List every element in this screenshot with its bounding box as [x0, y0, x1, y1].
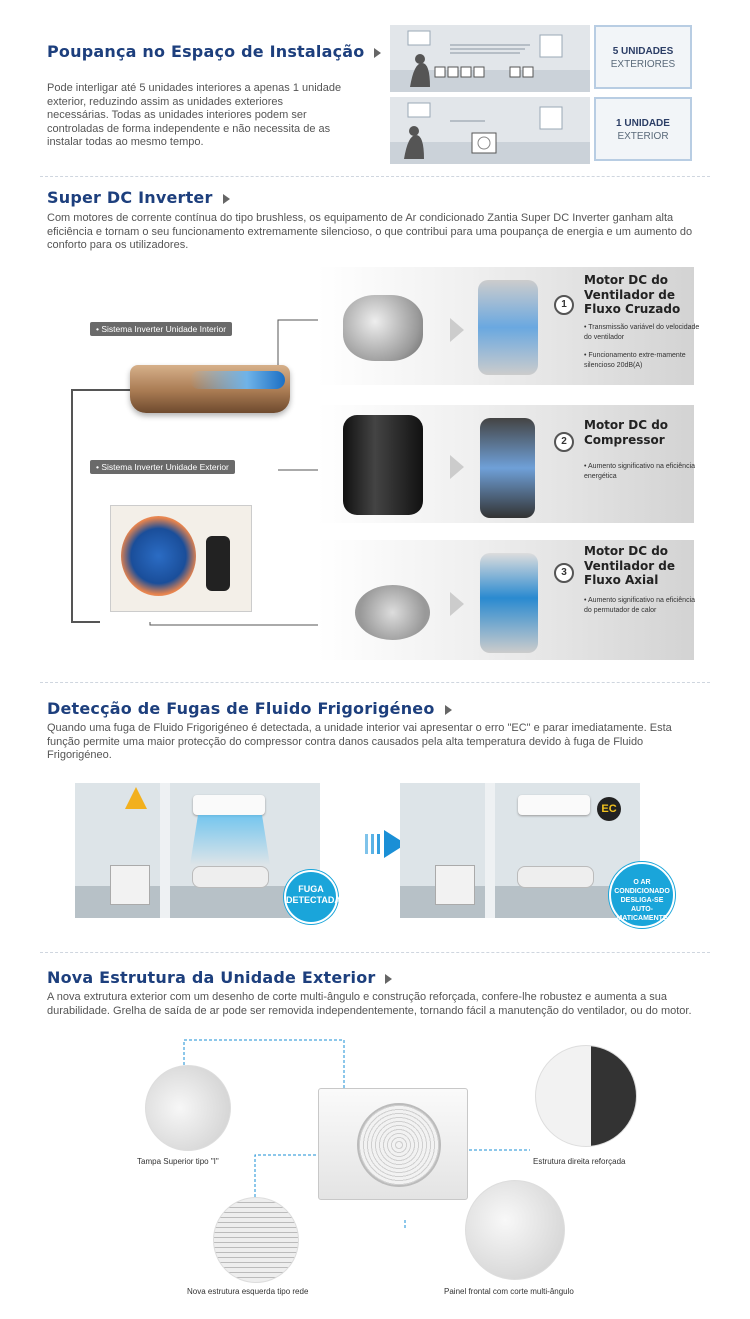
- error-code-display: EC: [597, 797, 621, 821]
- motor-bullet: • Aumento significativo na eficiência energética: [584, 463, 696, 480]
- detail-left-mesh: [213, 1197, 299, 1283]
- caption-front-panel: Painel frontal com corte multi-ângulo: [444, 1287, 574, 1296]
- fan-motor-image: [343, 295, 423, 361]
- arrow-right-icon: [223, 194, 230, 204]
- motor-bullet: • Funcionamento extre-mamente silencioso 20dB(A): [584, 352, 686, 369]
- number-badge: 3: [554, 563, 574, 583]
- motor-title-2: Motor DC do Compressor: [584, 418, 669, 447]
- arrow-right-icon: [450, 455, 464, 479]
- motor-bullet: • Aumento significativo na eficiência do permutador de calor: [584, 597, 696, 614]
- arrow-right-icon: [450, 318, 464, 342]
- badge-leak-detected: FUGA DETECTADA: [284, 870, 338, 924]
- label-five-outdoor-units: 5 UNIDADES EXTERIORES: [594, 25, 692, 89]
- section-title-leak: Detecção de Fugas de Fluido Frigorigéneo: [47, 699, 452, 718]
- label-one-outdoor-unit: 1 UNIDADE EXTERIOR: [594, 97, 692, 161]
- divider: [40, 952, 710, 953]
- motor-title-1: Motor DC do Ventilador de Fluxo Cruzado: [584, 273, 681, 316]
- badge-auto-shutdown: O AR CONDICIONADO DESLIGA-SE AUTO-MATICAMENTE: [609, 862, 675, 928]
- section-title-structure: Nova Estrutura da Unidade Exterior: [47, 968, 392, 987]
- motor-title-3: Motor DC do Ventilador de Fluxo Axial: [584, 544, 676, 587]
- section-body-leak: Quando uma fuga de Fluido Frigorigéneo é detectada, a unidade interior vai apresentar o erro "EC" e parar imediatamente. Esta função permite uma maior protecção do compressor contra danos causados pela alta temperatura devido à fuga de Fluido Frigorigéneo.: [47, 722, 672, 761]
- detail-front-panel: [465, 1180, 565, 1280]
- house-diagram-icon: [390, 97, 590, 164]
- axial-motor-image: [355, 585, 430, 640]
- arrow-right-icon: [385, 974, 392, 984]
- arrow-right-icon: [374, 48, 381, 58]
- number-badge: 2: [554, 432, 574, 452]
- arrow-right-icon: [445, 705, 452, 715]
- section-body-structure: A nova extrutura exterior com um desenho de corte multi-ângulo e construção reforçada, confere-lhe robustez e aumenta a sua durabilidade. Grelha de saída de ar pode ser removida independentemente, tornando fácil a manutenção do ventilador, ou do motor.: [47, 991, 692, 1017]
- motor-bullet: • Transmissão variável do velocidade do ventilador: [584, 324, 700, 341]
- house-diagram-icon: [390, 25, 590, 92]
- exploded-motor-3: [480, 553, 538, 653]
- divider: [40, 682, 710, 683]
- illustration-one-unit: [390, 97, 590, 164]
- tag-outdoor-inverter: • Sistema Inverter Unidade Exterior: [90, 460, 235, 474]
- exploded-motor-1: [478, 280, 538, 375]
- detail-right-frame: [535, 1045, 637, 1147]
- illustration-five-units: [390, 25, 590, 92]
- caption-left-mesh: Nova estrutura esquerda tipo rede: [187, 1287, 309, 1296]
- tag-indoor-inverter: • Sistema Inverter Unidade Interior: [90, 322, 232, 336]
- outdoor-unit-main-image: [318, 1088, 468, 1200]
- outdoor-unit-image: [110, 505, 252, 612]
- indoor-unit-image: [130, 365, 290, 413]
- divider: [40, 176, 710, 177]
- section-title-inverter: Super DC Inverter: [47, 188, 230, 207]
- detail-top-cover: [145, 1065, 231, 1151]
- section-body-inverter: Com motores de corrente contínua do tipo brushless, os equipamento de Ar condicionado Zantia Super DC Inverter ganham alta eficiência e tornam o seu funcionamento extremamente silencioso, o que contribui para uma poupança de energia e um aumento do conforto para os utilizadores.: [47, 212, 693, 251]
- caption-top-cover: Tampa Superior tipo "I": [137, 1157, 219, 1166]
- caption-right-frame: Estrutura direita reforçada: [533, 1157, 626, 1166]
- compressor-image: [343, 415, 423, 515]
- arrow-right-icon: [450, 592, 464, 616]
- section-body-installation: Pode interligar até 5 unidades interiores a apenas 1 unidade exterior, reduzindo assim as unidades exteriores necessárias. Todas as unidades interiores podem ser controladas de forma independente e não necessita de as instalar todas ao mesmo tempo.: [47, 82, 342, 148]
- number-badge: 1: [554, 295, 574, 315]
- section-title-installation: Poupança no Espaço de Instalação: [47, 42, 381, 61]
- exploded-motor-2: [480, 418, 535, 518]
